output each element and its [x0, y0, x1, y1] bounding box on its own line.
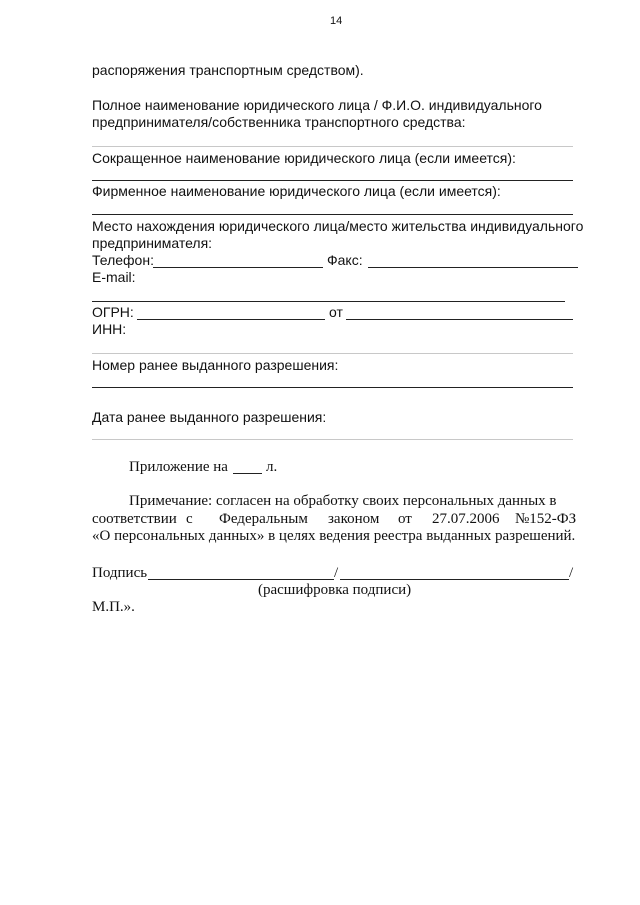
note-word-1: соответствии [92, 511, 177, 527]
ogrn-date-field-line[interactable] [346, 319, 573, 320]
text-brand-name-label: Фирменное наименование юридического лица (если имеется): [92, 183, 501, 199]
signature-end-separator: / [569, 565, 574, 581]
text-location-label: Место нахождения юридического лица/место жительства индивидуального [92, 218, 584, 234]
signature-label: Подпись [92, 565, 148, 581]
inn-label: ИНН: [92, 321, 127, 337]
short-name-field-line[interactable] [92, 180, 573, 181]
signature-caption: (расшифровка подписи) [258, 582, 412, 598]
phone-label: Телефон: [92, 252, 154, 268]
attachment-label: Приложение на [129, 459, 228, 475]
text-location-label-cont: предпринимателя: [92, 235, 213, 251]
inn-field-line[interactable] [92, 353, 573, 354]
attachment-unit: л. [266, 459, 278, 475]
note-line-1: Примечание: согласен на обработку своих персональных данных в [129, 493, 557, 509]
ogrn-label: ОГРН: [92, 304, 134, 320]
brand-name-field-line[interactable] [92, 214, 573, 215]
text-short-name-label: Сокращенное наименование юридического лица (если имеется): [92, 150, 516, 166]
signature-decoding-field-line[interactable] [340, 579, 569, 580]
fax-field-line[interactable] [368, 267, 578, 268]
full-name-field-line[interactable] [92, 146, 573, 147]
attachment-pages-field-line[interactable] [233, 473, 262, 474]
seal-label: М.П.». [92, 599, 135, 615]
note-word-5: от [398, 511, 412, 527]
note-word-2: с [186, 511, 193, 527]
signature-field-line[interactable] [148, 579, 334, 580]
prev-permit-date-field-line[interactable] [92, 439, 573, 440]
phone-field-line[interactable] [153, 267, 323, 268]
prev-permit-number-label: Номер ранее выданного разрешения: [92, 357, 339, 373]
ogrn-date-label: от [329, 304, 343, 320]
note-word-4: законом [328, 511, 380, 527]
page-number: 14 [330, 15, 343, 27]
email-label: E-mail: [92, 269, 136, 285]
note-line-3: «О персональных данных» в целях ведения реестра выданных разрешений. [92, 528, 576, 544]
text-line-1: распоряжения транспортным средством). [92, 62, 364, 78]
signature-separator: / [334, 565, 339, 581]
prev-permit-date-label: Дата ранее выданного разрешения: [92, 409, 327, 425]
note-word-3: Федеральным [219, 511, 308, 527]
note-word-6: 27.07.2006 [432, 511, 500, 527]
email-field-line[interactable] [92, 301, 565, 302]
ogrn-field-line[interactable] [137, 319, 325, 320]
text-full-name-label: Полное наименование юридического лица / Ф.И.О. индивидуального [92, 97, 542, 113]
prev-permit-number-field-line[interactable] [92, 387, 573, 388]
note-word-7: №152-ФЗ [515, 511, 577, 527]
text-full-name-label-cont: предпринимателя/собственника транспортного средства: [92, 114, 466, 130]
fax-label: Факс: [327, 252, 363, 268]
